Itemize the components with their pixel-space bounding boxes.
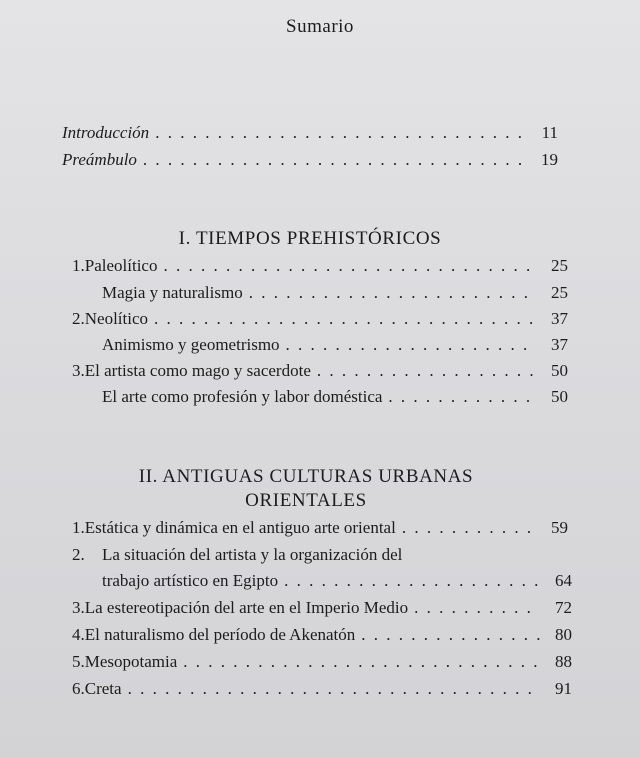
toc-entry-preambulo [62,150,558,170]
toc-entry-page: 64 [555,571,572,590]
dot-leader [402,518,536,538]
toc-entry-number: 3. [72,361,85,380]
page-title: Sumario [286,16,354,37]
toc-entry-page: 19 [541,150,558,169]
toc-entry-number: 1. [72,518,85,537]
dot-leader [361,625,540,645]
toc-entry-number: 5. [72,652,85,671]
toc-entry-page: 50 [551,387,568,406]
toc-entry [72,518,568,538]
toc-entry [72,598,572,618]
dot-leader [317,361,536,381]
dot-leader [388,387,536,407]
toc-entry-label: Magia y naturalismo [102,283,243,302]
dot-leader [284,571,540,591]
toc-entry-page: 72 [555,598,572,617]
toc-entry-page: 50 [551,361,568,380]
toc-entry-number: 6. [72,679,85,698]
toc-subentry [102,335,568,355]
toc-entry-label: trabajo artístico en Egipto [102,571,279,590]
dot-leader [143,150,526,170]
toc-entry-number: 2. [72,545,85,564]
dot-leader [249,283,536,303]
section-heading-continued: ORIENTALES [245,490,367,511]
toc-entry [72,361,568,381]
toc-entry-label: Preámbulo [62,150,137,169]
toc-entry [72,652,572,672]
toc-entry [72,309,568,329]
toc-entry-label: Creta [84,679,122,698]
toc-entry-label: Animismo y geometrismo [102,335,280,354]
toc-entry-page: 25 [551,283,568,302]
section-heading: II. ANTIGUAS CULTURAS URBANAS [138,466,474,487]
dot-leader [286,335,536,355]
toc-entry-label: Estática y dinámica en el antiguo arte oriental [84,518,396,537]
toc-entry-page: 59 [551,518,568,537]
dot-leader [414,598,540,618]
toc-subentry [102,387,568,407]
dot-leader [163,256,536,276]
dot-leader [154,309,536,329]
toc-entry-label: La situación del artista y la organización del [102,545,403,564]
toc-entry-page: 80 [555,625,572,644]
toc-entry-label: El artista como mago y sacerdote [84,361,311,380]
toc-entry-label: La estereotipación del arte en el Imperio Medio [84,598,409,617]
toc-entry [72,625,572,645]
toc-entry-number: 1. [72,256,85,275]
toc-entry-page: 37 [551,309,568,328]
toc-entry-label: El arte como profesión y labor doméstica [102,387,383,406]
toc-entry-page: 25 [551,256,568,275]
dot-leader [155,123,526,143]
toc-subentry [102,283,568,303]
toc-entry-introduccion [62,123,558,143]
toc-entry-continued [102,571,572,591]
toc-entry-label: Introducción [62,123,150,142]
toc-entry-wrapped [72,545,402,565]
toc-entry-page: 91 [555,679,572,698]
toc-entry-label: Paleolítico [84,256,158,275]
toc-entry [72,256,568,276]
toc-entry-label: Mesopotamia [84,652,178,671]
dot-leader [183,652,540,672]
toc-entry-page: 88 [555,652,572,671]
toc-entry-page: 37 [551,335,568,354]
toc-entry-number: 3. [72,598,85,617]
toc-entry-label: El naturalismo del período de Akenatón [84,625,356,644]
section-heading: I. TIEMPOS PREHISTÓRICOS [178,228,442,249]
toc-entry-number: 2. [72,309,85,328]
toc-entry-number: 4. [72,625,85,644]
toc-entry-page: 11 [541,123,558,142]
toc-entry [72,679,572,699]
dot-leader [128,679,540,699]
toc-entry-label: Neolítico [84,309,149,328]
